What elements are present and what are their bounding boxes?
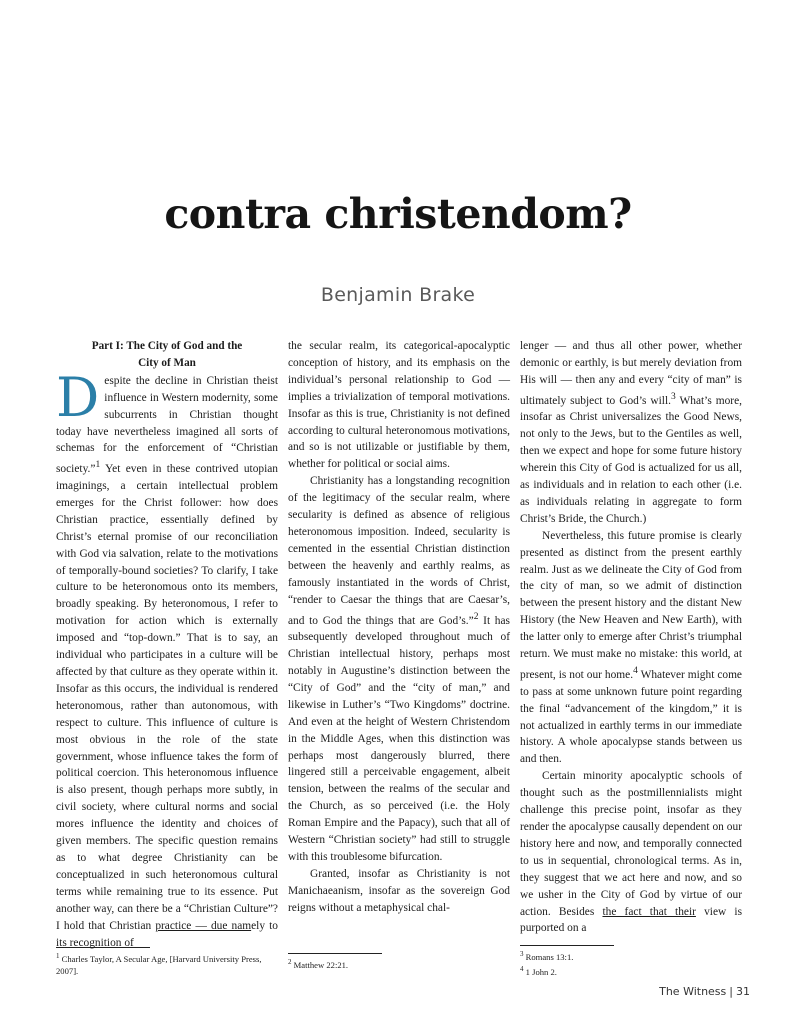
paragraph-text: view is purported on a (520, 905, 743, 935)
paragraph-text: It has subsequently developed throughout much of Christian intellectual history, perhaps most notably in Augustine’s distinction between the “City of God” and the “city of man,” and likewise in Luther’s “Two Kingdoms” doctrine. And even at the height of Western Christendom in the Middle Ages, when this distinction was perhaps most dangerously blurred, there lingered still a perceivable engagement, albeit tension, between the realms of the secular and the Church, as so perceived (i.e. the Holy Roman Empire and the Papacy), such that all of Western “Christian society” had still to struggle with this troublesome bifurcation. (288, 614, 510, 863)
paragraph (56, 365, 279, 952)
section-heading-line-1: Part I: The City of God and the (91, 340, 243, 352)
footnote-rule (56, 947, 150, 948)
column-1 (56, 338, 278, 951)
page-footer (659, 985, 750, 998)
footnote-ref: 3 (670, 391, 676, 402)
paragraph-text: Yet even in these contrived utopian imaginings, a certain intellectual problem emerges for the Christ follower: how does Christian practice, essentially defined by Christ’s eternal promise of our reconciliation with God via salvation, relate to the motivations of temporally-bound societies? To clarify, I take culture to be heteronomous onto its members, broadly speaking. By heteronomous, I refer to motivation for action which is externally imposed and “top-down.” That is to say, an individual who participates in a culture will be affected by that culture as they operate within it. Insofar as this occurs, the individual is rendered heteronomous, rather than autonomous, with respect to culture. This influence of culture is most obvious in the role of the state government, whose influence takes the form of political coercion. This heteronomous influence is also present, though perhaps more subtly, in civil society, where cultural norms and social mores influence the identity and choices of given members. The specific question remains as to what degree Christianity can be conceptualized in such heteronomous cultural terms while remaining true to its essence. Put another way, can there be a “Christian Culture”? I hold that Christian (56, 463, 278, 932)
footer-separator: | (729, 985, 733, 998)
paragraph-text: lenger — and thus all other power, whether demonic or earthly, is but merely deviation from His will — then any and every “city of man” is ultimately subject to God’s will. (520, 340, 742, 407)
page-number: 31 (736, 985, 750, 998)
footnote-number: 1 (56, 952, 60, 960)
footnote-ref: 2 (473, 611, 479, 622)
paragraph-text: Christianity has a longstanding recognition of the legitimacy of the secular realm, where secularity is defined as absence of religious heteronomous imposition. Indeed, secularity is cemented in the essential Christian distinction between the heavenly and earthly realms, as famously instantiated in the words of Christ, “render to Caesar the things that are Caesar’s, and to God the things that are God’s.” (288, 475, 510, 627)
article-author: Benjamin Brake (320, 284, 476, 306)
paragraph: Granted, insofar as Christianity is not Manichaeanism, insofar as the sovereign God reigns without a metaphysical chal- (288, 867, 510, 914)
footnote-ref: 1 (95, 460, 101, 471)
paragraph-text: ely to its recognition of (56, 919, 279, 949)
footnote-number: 2 (288, 958, 292, 966)
footnote-2 (288, 953, 510, 971)
underlined-text: the fact that their (602, 905, 696, 918)
footnote-3-4 (520, 945, 742, 978)
footnote-text: Charles Taylor, A Secular Age, [Harvard University Press, 2007]. (56, 953, 262, 976)
paragraph-text: Certain minority apocalyptic schools of thought such as the postmillennialists might challenge this precise point, insofar as they render the apocalypse causally dependent on our history here and now, and temporally connected to us in sequential, chronological terms. As in, they suggest that we act here and now, and so we usher in the City of God by virtue of our action. Besides (520, 770, 742, 918)
paragraph-text: Nevertheless, this future promise is clearly presented as distinct from the present earthly realm. Just as we delineate the City of God from the city of man, so we admit of distinction between the present history and the distant New History (the New Heaven and New Earth), with the latter only to emerge after Christ’s triumphal return. We must make no mistake: this world, at present, is not our home. (520, 529, 742, 681)
paragraph (288, 473, 510, 866)
paragraph (520, 338, 742, 528)
footnote-text: Matthew 22:21. (291, 959, 349, 970)
footnote-text: Romans 13:1. (523, 951, 574, 962)
footnote-1 (56, 947, 278, 977)
footnote-rule (520, 945, 614, 946)
paragraph-text: What’s more, insofar as Christ universalizes the Good News, not only to the Jews, but to the Gentiles as well, then we expect and hope for some future history wherein this City of God is actualized for us all, as individuals and in relation to each other (i.e. as individuals relating in aggregate to form Christ’s Bride, the Church.) (520, 394, 742, 525)
footnote-number: 4 (520, 964, 524, 973)
paragraph: the secular realm, its categorical-apocalyptic conception of history, and its emphasis on the individual’s personal relationship to God — implies a trivialization of temporal motivations. Insofar as this is true, Christianity is not defined according to cultural heteronomous motivations, and so is not utilizable or justifiable by them, whether for political or social aims. (288, 340, 510, 471)
publication-name: The Witness (659, 985, 727, 998)
footnote-ref: 4 (633, 666, 638, 677)
column-3 (520, 338, 742, 937)
section-heading-line-2: City of Man (138, 356, 196, 369)
footnote-rule (288, 953, 382, 954)
paragraph-text: espite the decline in Christian theist influence in Western modernity, some subcurrents in Christian thought today have nevertheless imagined all sorts of schemas for the enforcement of “Christian society.” (56, 374, 278, 476)
column-2 (288, 338, 510, 917)
article-title: contra christendom? (164, 190, 632, 238)
paragraph-text: Whatever might come to pass at some unknown future point regarding the final “advancement of the kingdom,” it is not actualized in earthly terms in our immediate history. A whole apocalypse stands between us and then. (520, 668, 742, 766)
drop-cap: D (56, 365, 100, 429)
footnote-text: 1 John 2. (523, 966, 557, 977)
underlined-text: practice — due nam (155, 919, 252, 932)
paragraph (520, 528, 742, 768)
paragraph (520, 768, 742, 937)
footnote-number: 3 (520, 950, 524, 958)
